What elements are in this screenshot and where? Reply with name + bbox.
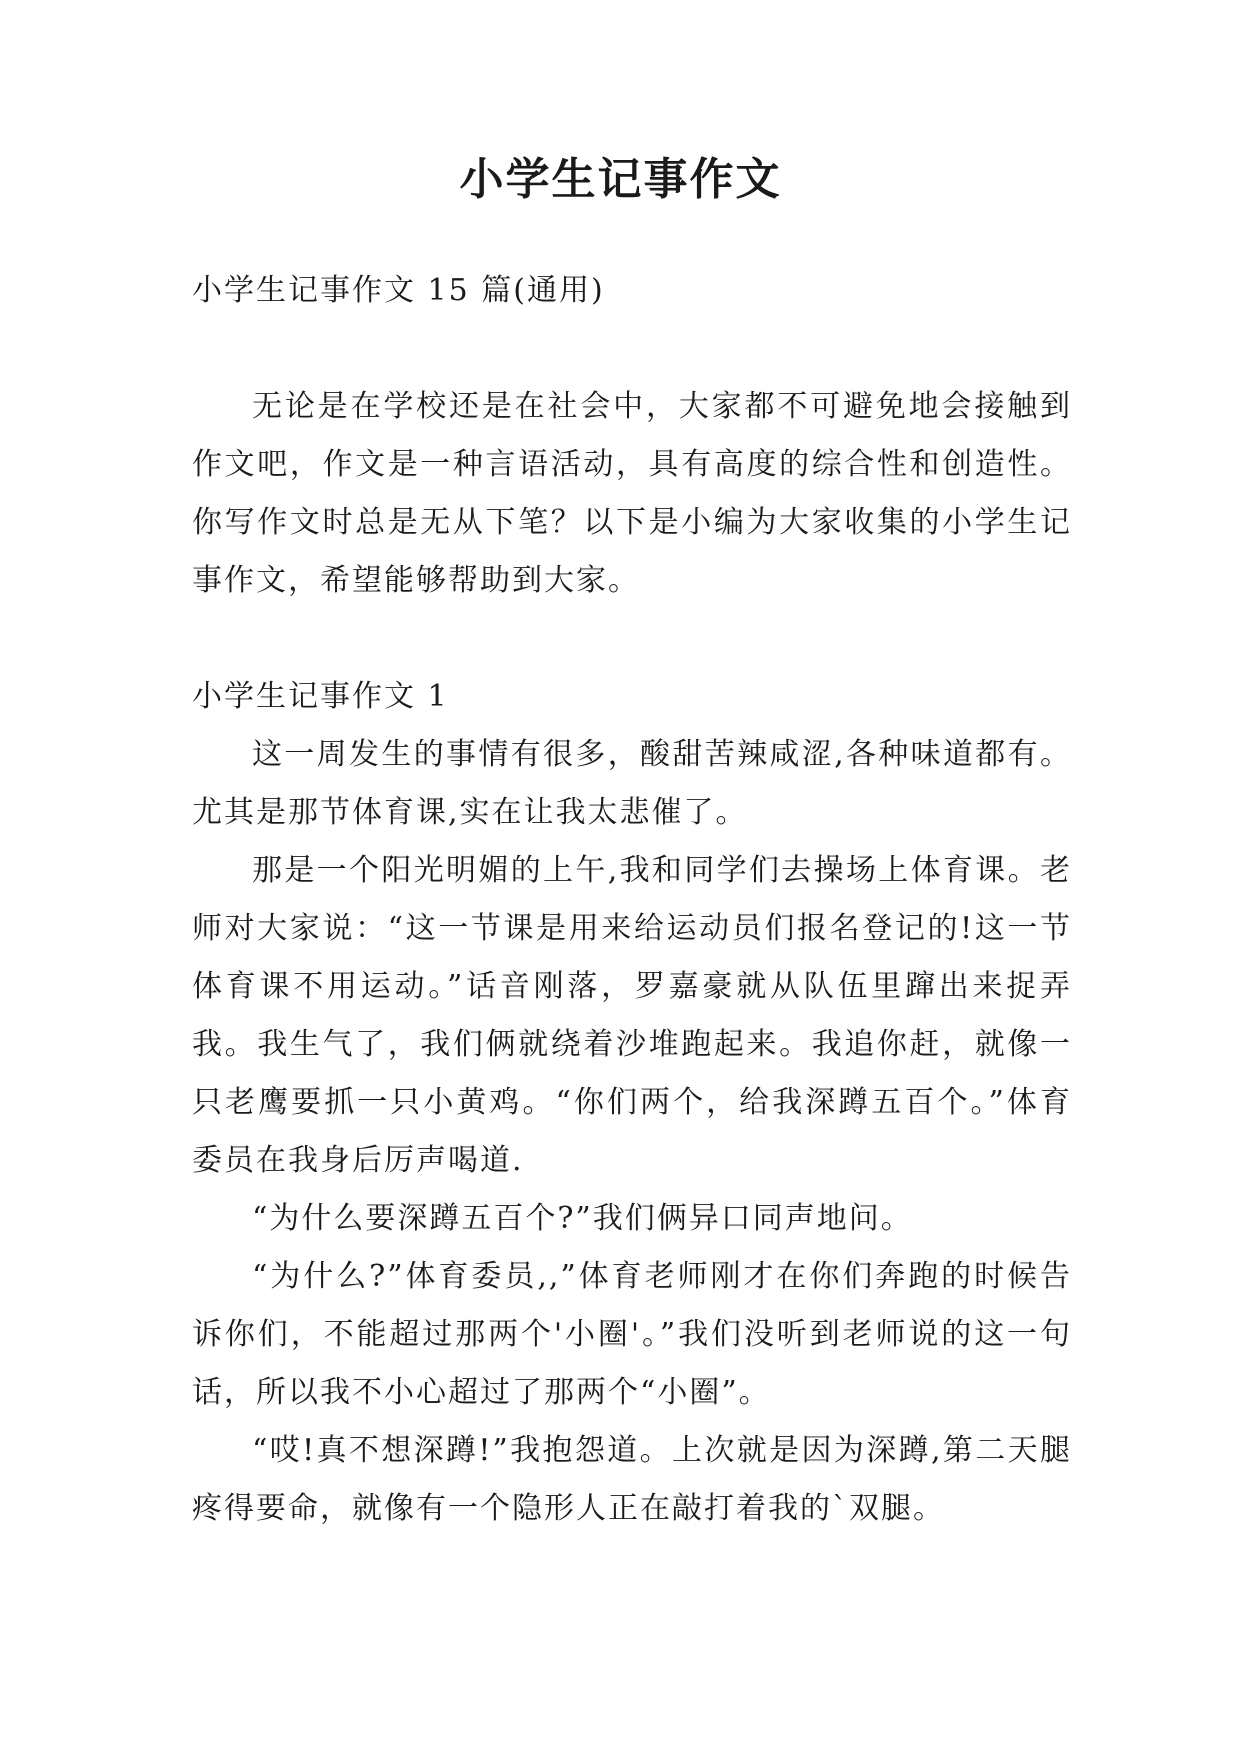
body-paragraph: “为什么?”体育委员,,”体育老师刚才在你们奔跑的时候告诉你们，不能超过那两个'小圈'。”我们没听到老师说的这一句话，所以我不小心超过了那两个“小圈”。 — [192, 1259, 1072, 1410]
body-paragraph: 那是一个阳光明媚的上午,我和同学们去操场上体育课。老师对大家说：“这一节课是用来给运动员们报名登记的!这一节体育课不用运动。”话音刚落，罗嘉豪就从队伍里蹿出来捉弄我。我生气了，我们俩就绕着沙堆跑起来。我追你赶，就像一只老鹰要抓一只小黄鸡。“你们两个，给我深蹲五百个。”体育委员在我身后厉声喝道. — [192, 853, 1072, 1178]
document-body — [192, 262, 1072, 1538]
document-subtitle: 小学生记事作文 15 篇(通用) — [192, 273, 605, 308]
document-title: 小学生记事作文 — [459, 154, 782, 205]
intro-paragraph: 无论是在学校还是在社会中，大家都不可避免地会接触到作文吧，作文是一种言语活动，具有高度的综合性和创造性。你写作文时总是无从下笔？以下是小编为大家收集的小学生记事作文，希望能够帮助到大家。 — [192, 389, 1072, 598]
body-paragraph: “哎!真不想深蹲!”我抱怨道。上次就是因为深蹲,第二天腿疼得要命，就像有一个隐形人正在敲打着我的`双腿。 — [192, 1433, 1072, 1526]
body-paragraph: “为什么要深蹲五百个?”我们俩异口同声地问。 — [252, 1201, 913, 1236]
body-paragraph: 这一周发生的事情有很多，酸甜苦辣咸涩,各种味道都有。尤其是那节体育课,实在让我太悲催了。 — [192, 737, 1072, 830]
section-heading: 小学生记事作文 1 — [192, 679, 449, 714]
